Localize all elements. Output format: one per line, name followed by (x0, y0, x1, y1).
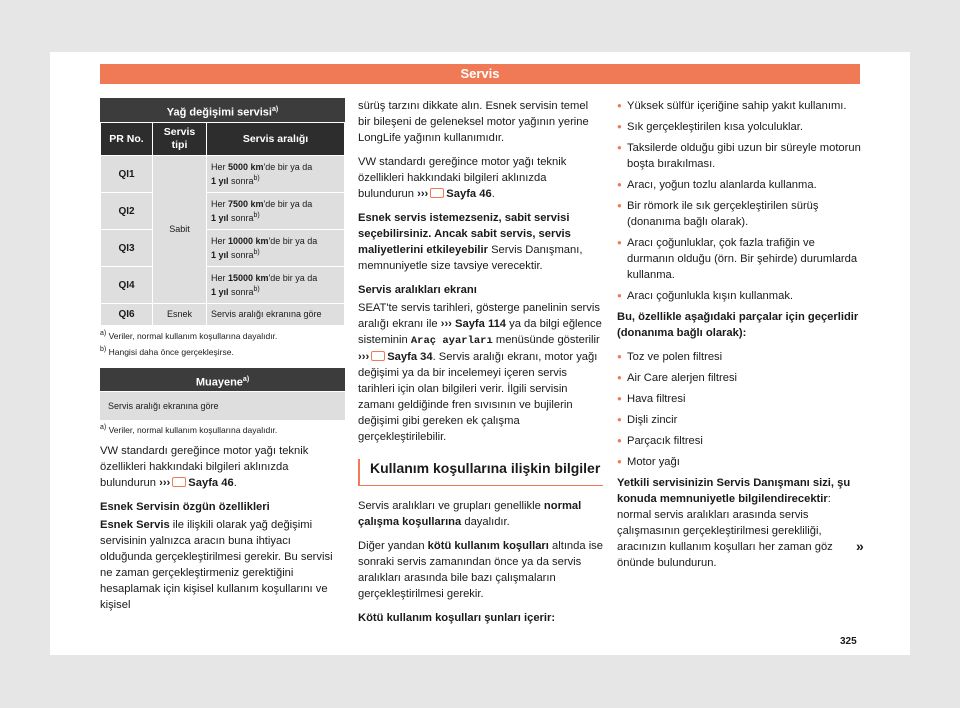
list-item: ● Toz ve polen filtresi (617, 349, 862, 365)
table-row: QI3 Her 10000 km'de bir ya da 1 yıl sonra$^{b)}$ (101, 230, 345, 267)
page-link[interactable]: ››› Sayfa 114 (440, 318, 507, 330)
bullet-list (617, 349, 862, 470)
table-row: QI4 Her 15000 km'de bir ya da 1 yıl sonra$^{b)}$ (101, 267, 345, 304)
page-link[interactable]: Sayfa 46 (188, 477, 234, 490)
subheading: Bu, özellikle aşağıdaki parçalar için geçerlidir (donanıma bağlı olarak): (617, 311, 859, 339)
table-row: QI2 Her 7500 km'de bir ya da 1 yıl sonra$^{b)}$ (101, 193, 345, 230)
list-item: ● Sık gerçekleştirilen kısa yolculuklar. (617, 119, 862, 135)
paragraph: Kötü kullanım koşulları şunları içerir: (358, 612, 556, 624)
subheading: Servis aralıkları ekranı (358, 284, 477, 296)
column-1 (100, 98, 345, 621)
list-item: ● Motor yağı (617, 454, 862, 470)
footnote: $^{b)}$ Hangisi daha önce gerçekleşirse. (100, 345, 234, 357)
list-item: ● Bir römork ile sık gerçekleştirilen sürüş (donanıma bağlı olarak). (617, 198, 862, 230)
footnote: $^{a)}$ Veriler, normal kullanım koşullarına dayalıdır. (100, 423, 278, 435)
list-item: ● Taksilerde olduğu gibi uzun bir süreyle motorun boşta bırakılması. (617, 140, 862, 172)
oil-table-title: Yağ değişimi servisi$^{a)}$ (100, 98, 345, 122)
table-header: Servis aralığı (207, 123, 345, 156)
table-header: Servis tipi (153, 123, 207, 156)
section-title: Kullanım koşullarına ilişkin bilgiler (358, 459, 603, 486)
paragraph: Esnek Servis ile ilişkili olarak yağ değişimi servisinin yalnızca aracın buna ihtiyacı olduğunda gerçekleştirilmesi gerekir. Bu servisi ne zaman gerçekleştirmeniz gerektiğini hesaplamak için kişisel kullanım koşullarını ve kişisel (100, 519, 333, 612)
inspection-row: Servis aralığı ekranına göre (100, 391, 345, 420)
list-item: ● Air Care alerjen filtresi (617, 370, 862, 386)
table-row: QI6 Esnek Servis aralığı ekranına göre (101, 304, 345, 326)
bullet-list (617, 98, 862, 304)
paragraph: VW standardı gereğince motor yağı teknik özellikleri hakkındaki bilgileri aklınızda bulundurun ››› Sayfa 46. (100, 445, 309, 490)
paragraph: Servis aralıkları ve grupları genellikle normal çalışma koşullarına dayalıdır. (358, 500, 582, 528)
list-item: ● Aracı, yoğun tozlu alanlarda kullanma. (617, 177, 862, 193)
column-2 (358, 98, 603, 634)
continue-mark: » (856, 538, 864, 554)
oil-service-table (100, 122, 345, 326)
paragraph: Diğer yandan kötü kullanım koşulları altında ise sonraki servis zamanından önce ya da servis aralıkları arasında bile bazı çalışmaların gerçekleştirilmesi gerekir. (358, 540, 603, 600)
paragraph: Yetkili servisinizin Servis Danışmanı sizi, şu konuda memnuniyetle bilgilendirecektir: normal servis aralıkları arasında servis çalışmasının gerçekleştirilmesi gerekliliği, aracınızın kullanım koşulları her zaman göz önünde bulundurun. (617, 477, 851, 569)
list-item: ● Yüksek sülfür içeriğine sahip yakıt kullanımı. (617, 98, 862, 114)
page-link[interactable]: Sayfa 46 (446, 188, 492, 200)
list-item: ● Aracı çoğunlukla kışın kullanmak. (617, 288, 862, 304)
chapter-header: Servis (100, 64, 860, 84)
list-item: ● Aracı çoğunluklar, çok fazla trafiğin ve durmanın olduğu (örn. Bir şehirde) durumlarda kullanma. (617, 235, 862, 283)
table-row: QI1 Sabit Her 5000 km'de bir ya da 1 yıl sonra$^{b)}$ (101, 156, 345, 193)
list-item: ● Parçacık filtresi (617, 433, 862, 449)
paragraph: VW standardı gereğince motor yağı teknik özellikleri hakkındaki bilgileri aklınızda bulundurun ››› Sayfa 46. (358, 156, 567, 200)
paragraph: sürüş tarzını dikkate alın. Esnek servisin temel bir bileşeni de geleneksel motor yağının yerine LongLife yağının kullanımıdır. (358, 100, 589, 144)
list-item: ● Hava filtresi (617, 391, 862, 407)
book-icon (172, 477, 186, 487)
column-3 (617, 98, 862, 579)
paragraph: Esnek servis istemezseniz, sabit servisi seçebilirsiniz. Ancak sabit servis, servis maliyetlerini etkileyebilir Servis Danışmanı, memnuniyetle size tavsiye verecektir. (358, 212, 583, 272)
book-icon (371, 351, 385, 361)
book-icon (430, 188, 444, 198)
subheading: Esnek Servisin özgün özellikleri (100, 501, 270, 514)
page-number: 325 (840, 636, 857, 647)
list-item: ● Dişli zincir (617, 412, 862, 428)
paragraph: SEAT'te servis tarihleri, gösterge panelinin servis aralığı ekranı ile ››› Sayfa 114 ya da bilgi eğlence sisteminin Araç ayarları menüsünde gösterilir ››› Sayfa 34. Servis aralığı ekranı, motor yağı değişimi ya da bir incelemeyi içeren servis tarihleri için olan bilgileri verir. İlgili servisin zamanı geldiğinde fren sıvısının ve bujilerin değişimi gibi gereken ek çalışma gerçekleştirilebilir. (358, 302, 602, 443)
page-link[interactable]: Sayfa 34 (387, 351, 433, 363)
inspection-table-title: Muayene$^{a)}$ (100, 368, 345, 391)
footnote: $^{a)}$ Veriler, normal kullanım koşullarına dayalıdır. (100, 330, 278, 341)
table-header: PR No. (101, 123, 153, 156)
